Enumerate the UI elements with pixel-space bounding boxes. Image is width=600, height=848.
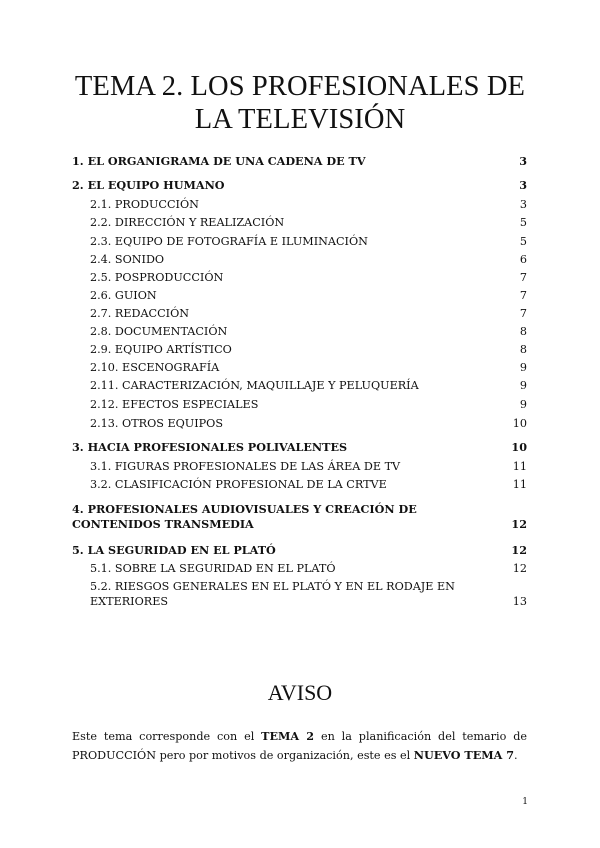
toc-entry-page: 10 [512,417,527,430]
toc-entry-page: 5 [519,235,527,248]
toc-entry-page: 6 [519,253,527,266]
toc-entry-label: 3.1. FIGURAS PROFESIONALES DE LAS ÁREA DE TV [90,460,401,473]
toc-entry[interactable] [72,270,527,285]
toc-entry[interactable] [72,342,527,357]
toc-entry[interactable] [72,215,527,230]
toc-entry-label: 2.6. GUION [90,289,157,302]
toc-entry[interactable] [72,416,527,431]
toc-entry[interactable] [72,543,527,558]
notice-title: AVISO [267,680,333,705]
toc-entry-label: 5.2. RIESGOS GENERALES EN EL PLATÓ Y EN EL RODAJE EN EXTERIORES [90,580,455,608]
title-line-1: TEMA 2. LOS PROFESIONALES DE [74,71,526,102]
toc-entry[interactable] [72,197,527,212]
toc-entry-label: 2.4. SONIDO [90,253,165,266]
toc-entry-page: 7 [519,271,527,284]
toc-entry[interactable] [72,397,527,412]
title-line-2: LA TELEVISIÓN [194,104,406,135]
toc-entry-page: 7 [519,307,527,320]
notice-text-2: en la planificación del temario de PRODUCCIÓN pero por motivos de organización, este es el [72,730,527,762]
toc-entry-label: 2.12. EFECTOS ESPECIALES [90,398,259,411]
toc-entry[interactable] [72,378,527,393]
toc-entry-label: 1. EL ORGANIGRAMA DE UNA CADENA DE TV [72,154,366,168]
toc-entry-page: 11 [512,478,527,491]
document-title [40,70,560,136]
toc-entry[interactable] [72,459,527,474]
notice-text-1: Este tema corresponde con el [72,730,262,743]
toc-entry-page: 9 [519,398,527,411]
toc-entry-label: 2.11. CARACTERIZACIÓN, MAQUILLAJE Y PELUQUERÍA [90,379,419,392]
toc-entry-page: 3 [519,154,527,168]
toc-entry[interactable] [72,306,527,321]
toc-entry[interactable] [72,154,527,169]
page-number: 1 [522,797,528,807]
toc-entry-label: 4. PROFESIONALES AUDIOVISUALES Y CREACIÓN DE CONTENIDOS TRANSMEDIA [72,502,417,531]
notice-bold-1: TEMA 2 [261,729,315,743]
toc-entry-page: 8 [519,325,527,338]
toc-entry-page: 9 [519,379,527,392]
toc-entry[interactable] [72,561,527,576]
toc-entry-page: 12 [511,517,527,531]
toc-entry-label: 2.13. OTROS EQUIPOS [90,417,224,430]
toc-entry-label: 5. LA SEGURIDAD EN EL PLATÓ [72,543,276,557]
toc-entry-label: 2.8. DOCUMENTACIÓN [90,325,228,338]
toc-entry-label: 2.10. ESCENOGRAFÍA [90,361,220,374]
toc-entry[interactable] [72,360,527,375]
toc-entry-page: 12 [512,562,527,575]
toc-entry[interactable] [72,324,527,339]
notice-body [72,727,527,765]
toc-entry-label: 3. HACIA PROFESIONALES POLIVALENTES [72,440,348,454]
toc-entry[interactable] [72,252,527,267]
toc-entry-page: 3 [519,198,527,211]
toc-entry-page: 7 [519,289,527,302]
toc-entry-label: 2. EL EQUIPO HUMANO [72,178,225,192]
toc-entry-label: 2.9. EQUIPO ARTÍSTICO [90,343,232,356]
toc-entry-page: 12 [511,543,527,557]
toc-entry[interactable] [72,288,527,303]
notice-text-3: . [514,749,518,762]
toc-entry-label: 5.1. SOBRE LA SEGURIDAD EN EL PLATÓ [90,562,336,575]
toc-entry[interactable] [72,502,527,532]
toc-entry-label: 2.3. EQUIPO DE FOTOGRAFÍA E ILUMINACIÓN [90,235,368,248]
notice-bold-2: NUEVO TEMA 7 [413,748,515,762]
toc-entry-page: 11 [512,460,527,473]
toc-entry-page: 10 [511,440,527,454]
toc-entry[interactable] [72,440,527,455]
toc-entry-page: 8 [519,343,527,356]
toc-entry[interactable] [72,234,527,249]
toc-entry[interactable] [72,178,527,193]
toc-entry-page: 5 [519,216,527,229]
toc-entry-page: 13 [512,595,527,608]
toc-entry-label: 2.2. DIRECCIÓN Y REALIZACIÓN [90,216,285,229]
toc-entry-label: 2.7. REDACCIÓN [90,307,190,320]
toc-entry[interactable] [72,579,527,609]
toc-entry-label: 2.5. POSPRODUCCIÓN [90,271,224,284]
toc-entry-label: 2.1. PRODUCCIÓN [90,198,199,211]
toc-entry-page: 3 [519,178,527,192]
toc-entry-label: 3.2. CLASIFICACIÓN PROFESIONAL DE LA CRTVE [90,478,387,491]
toc-entry-page: 9 [519,361,527,374]
toc-entry[interactable] [72,477,527,492]
